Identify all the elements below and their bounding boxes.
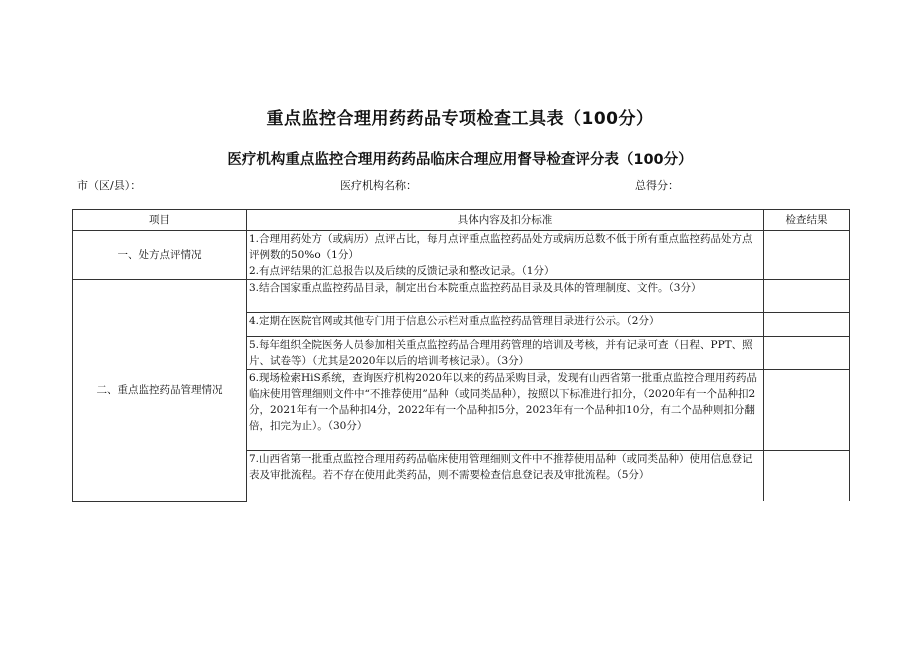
header-result: 检查结果 bbox=[764, 210, 850, 231]
document-title: 重点监控合理用药药品专项检查工具表（100分） bbox=[266, 109, 654, 129]
criteria-cell: 6.现场检索HiS系统，查询医疗机构2020年以来的药品采购目录，发现有山西省第一批重点监控合理用药药品临床使用管理细则文件中“不推荐使用”品种（或同类品种），按照以下标准进行扣分，（2020年有一个品种扣2分，2021年有一个品种扣4分，2022年有一个品种扣5分，2023年有一个品种扣10分，有二个品种则扣分翻倍，扣完为止）。（30分） bbox=[247, 370, 764, 451]
result-cell[interactable] bbox=[764, 370, 850, 451]
category-cell: 二、重点监控药品管理情况 bbox=[73, 280, 247, 502]
result-cell[interactable] bbox=[764, 231, 850, 280]
institution-name-label: 医疗机构名称： bbox=[340, 179, 417, 192]
result-cell[interactable] bbox=[764, 337, 850, 370]
category-cell: 一、处方点评情况 bbox=[73, 231, 247, 280]
table-row bbox=[73, 231, 850, 280]
criteria-cell: 1.合理用药处方（或病历）点评占比，每月点评重点监控药品处方或病历总数不低于所有重点监控药品处方点评例数的50%o（1分） 2.有点评结果的汇总报告以及后续的反馈记录和整改记录。（1分） bbox=[247, 231, 764, 280]
header-content: 具体内容及扣分标准 bbox=[247, 210, 764, 231]
criteria-cell: 5.每年组织全院医务人员参加相关重点监控药品合理用药管理的培训及考核，并有记录可查（日程、PPT、照片、试卷等）（尤其是2020年以后的培训考核记录）。（3分） bbox=[247, 337, 764, 370]
header-item: 项目 bbox=[73, 210, 247, 231]
result-cell[interactable] bbox=[764, 313, 850, 337]
table-row bbox=[73, 280, 850, 313]
city-label: 市（区/县）： bbox=[77, 179, 142, 192]
result-cell[interactable] bbox=[764, 451, 850, 502]
evaluation-table bbox=[72, 209, 850, 502]
total-score-label: 总得分： bbox=[635, 179, 679, 192]
document-subtitle: 医疗机构重点监控合理用药药品临床合理应用督导检查评分表（100分） bbox=[227, 152, 693, 168]
criteria-cell: 7.山西省第一批重点监控合理用药药品临床使用管理细则文件中不推荐使用品种（或同类品种）使用信息登记表及审批流程。若不存在使用此类药品，则不需要检查信息登记表及审批流程。（5分） bbox=[247, 451, 764, 502]
criteria-cell: 4.定期在医院官网或其他专门用于信息公示栏对重点监控药品管理目录进行公示。（2分） bbox=[247, 313, 764, 337]
result-cell[interactable] bbox=[764, 280, 850, 313]
table-header-row bbox=[73, 210, 850, 231]
criteria-cell: 3.结合国家重点监控药品目录，制定出台本院重点监控药品目录及具体的管理制度、文件。（3分） bbox=[247, 280, 764, 313]
